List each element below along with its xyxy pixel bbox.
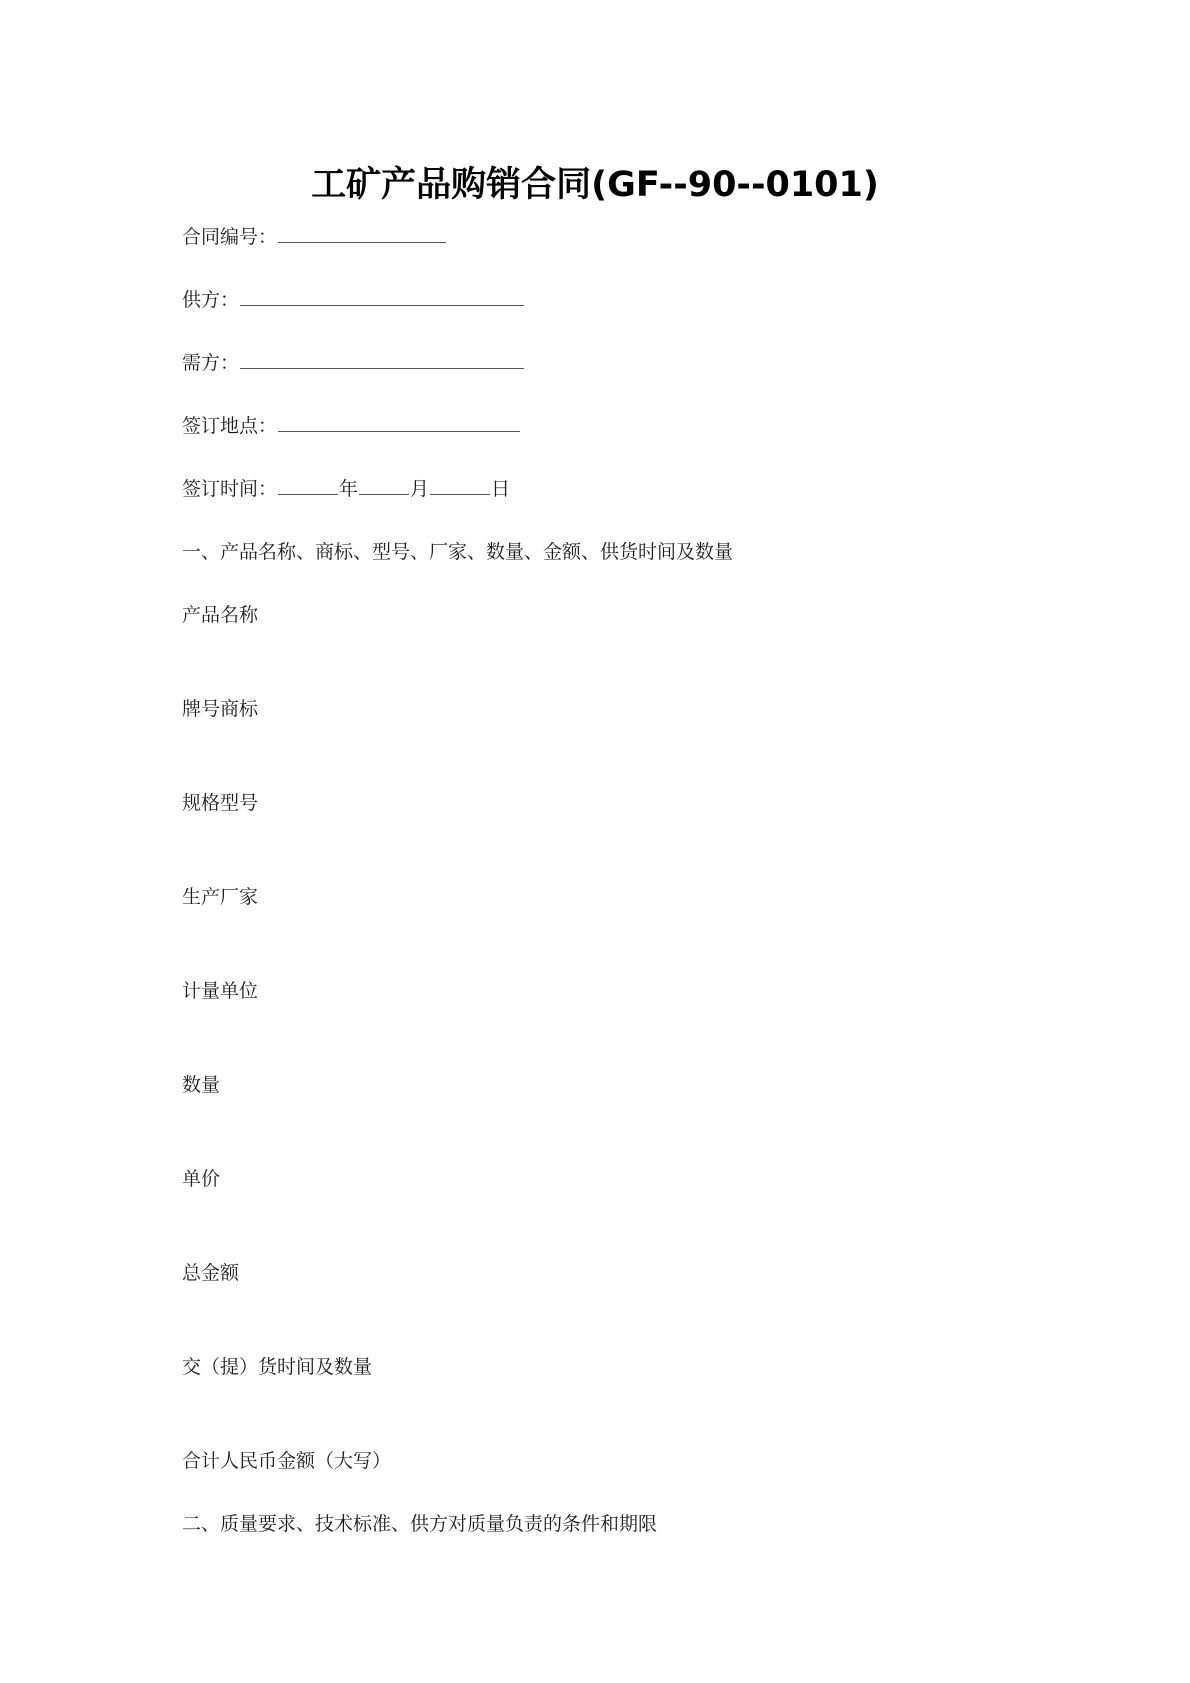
row-unit-price: 单价 <box>182 1168 221 1190</box>
row-total-amount: 总金额 <box>182 1262 240 1284</box>
row-unit: 计量单位 <box>182 980 259 1002</box>
month-blank[interactable] <box>359 476 409 495</box>
year-blank[interactable] <box>278 476 338 495</box>
contract-number-blank[interactable] <box>278 224 446 243</box>
sign-place-blank[interactable] <box>278 413 520 432</box>
sign-place-line <box>182 413 521 439</box>
sign-place-label: 签订地点： <box>182 415 278 437</box>
sign-time-label: 签订时间： <box>182 478 278 500</box>
contract-number-label: 合同编号： <box>182 226 278 248</box>
row-spec-model: 规格型号 <box>182 792 259 814</box>
buyer-line <box>182 350 525 376</box>
sign-time-line <box>182 476 510 502</box>
row-product-name: 产品名称 <box>182 604 259 626</box>
row-brand-trademark: 牌号商标 <box>182 698 259 720</box>
year-label: 年 <box>339 478 359 500</box>
supplier-label: 供方： <box>182 289 240 311</box>
row-manufacturer: 生产厂家 <box>182 886 259 908</box>
section-1-heading: 一、产品名称、商标、型号、厂家、数量、金额、供货时间及数量 <box>182 541 734 563</box>
supplier-blank[interactable] <box>240 287 524 306</box>
supplier-line <box>182 287 525 313</box>
row-total-rmb-uppercase: 合计人民币金额（大写） <box>182 1450 392 1472</box>
document-title: 工矿产品购销合同(GF--90--0101) <box>311 165 879 205</box>
month-label: 月 <box>410 478 430 500</box>
row-delivery-time-quantity: 交（提）货时间及数量 <box>182 1356 373 1378</box>
day-blank[interactable] <box>430 476 490 495</box>
day-label: 日 <box>491 478 511 500</box>
buyer-blank[interactable] <box>240 350 524 369</box>
contract-number-line <box>182 224 447 250</box>
buyer-label: 需方： <box>182 352 240 374</box>
row-quantity: 数量 <box>182 1074 221 1096</box>
section-2-heading: 二、质量要求、技术标准、供方对质量负责的条件和期限 <box>182 1513 658 1535</box>
